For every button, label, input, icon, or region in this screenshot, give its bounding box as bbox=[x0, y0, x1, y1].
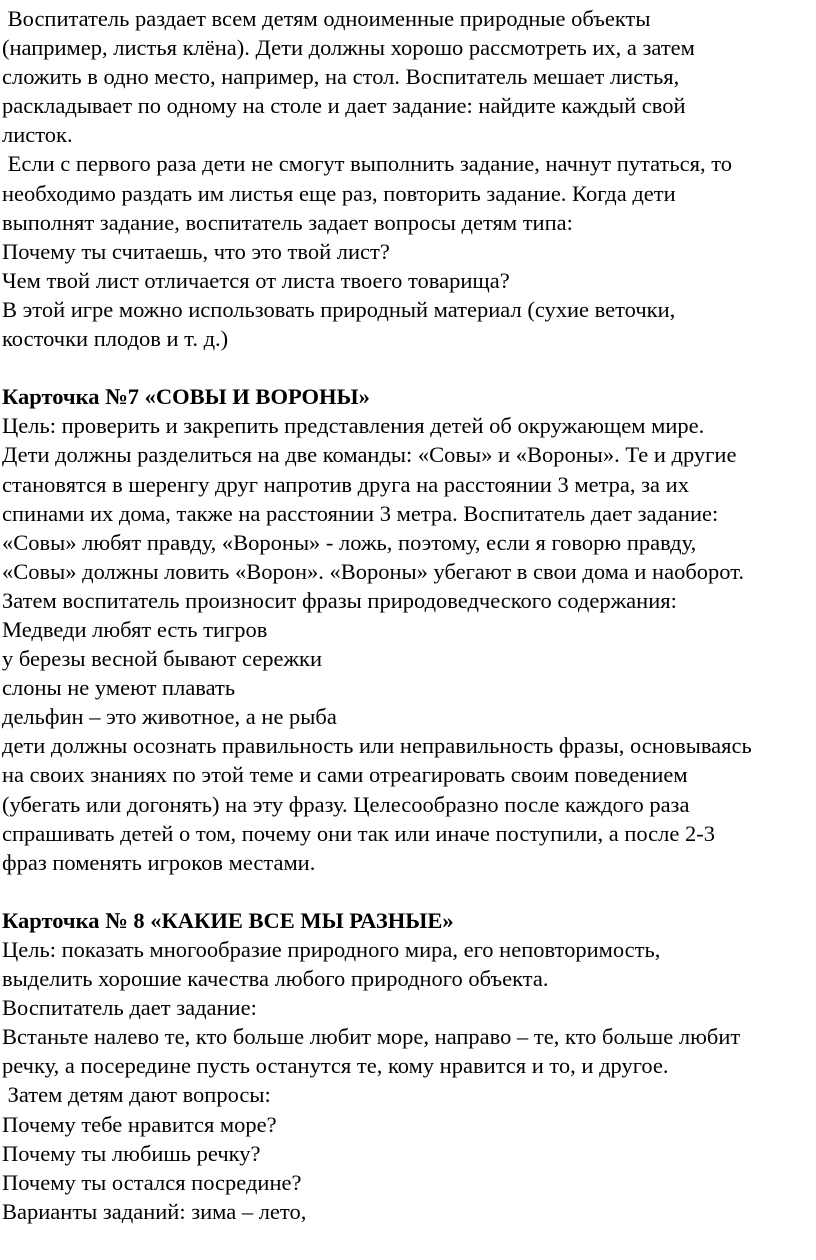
text-line: Воспитатель дает задание: bbox=[2, 995, 257, 1021]
card-8-section bbox=[0, 906, 816, 1226]
text-line: Почему тебе нравится море? bbox=[2, 1111, 277, 1137]
text-line: речку, а посередине пусть останутся те, кому нравится и то, и другое. bbox=[2, 1053, 669, 1079]
text-line: (убегать или догонять) на эту фразу. Целесообразно после каждого раза bbox=[2, 791, 690, 817]
text-line: Цель: проверить и закрепить представления детей об окружающем мире. bbox=[2, 413, 705, 439]
text-line: становятся в шеренгу друг напротив друга на расстоянии 3 метра, за их bbox=[2, 471, 689, 497]
text-line: Затем детям дают вопросы: bbox=[2, 1082, 271, 1108]
text-line: дельфин – это животное, а не рыба bbox=[2, 704, 337, 730]
text-line: «Совы» должны ловить «Ворон». «Вороны» убегают в свои дома и наоборот. bbox=[2, 558, 745, 584]
text-line: сложить в одно место, например, на стол. Воспитатель мешает листья, bbox=[2, 64, 680, 90]
text-line: Медведи любят есть тигров bbox=[2, 616, 268, 642]
text-line: «Совы» любят правду, «Вороны» - ложь, поэтому, если я говорю правду, bbox=[2, 529, 697, 555]
text-line: необходимо раздать им листья еще раз, повторить задание. Когда дети bbox=[2, 180, 676, 206]
text-line: Если с первого раза дети не смогут выполнить задание, начнут путаться, то bbox=[2, 151, 732, 177]
text-line: слоны не умеют плавать bbox=[2, 675, 236, 701]
text-line: Почему ты любишь речку? bbox=[2, 1140, 261, 1166]
text-line: Почему ты остался посредине? bbox=[2, 1169, 302, 1195]
text-line: Встаньте налево те, кто больше любит море, направо – те, кто больше любит bbox=[2, 1024, 741, 1050]
text-line: Почему ты считаешь, что это твой лист? bbox=[2, 238, 390, 264]
text-line: листок. bbox=[2, 122, 73, 148]
text-line: Затем воспитатель произносит фразы природоведческого содержания: bbox=[2, 587, 677, 613]
text-line: В этой игре можно использовать природный материал (сухие веточки, bbox=[2, 296, 676, 322]
text-line: раскладывает по одному на столе и дает задание: найдите каждый свой bbox=[2, 93, 686, 119]
card-7-title: Карточка №7 «СОВЫ И ВОРОНЫ» bbox=[2, 384, 370, 410]
text-line: косточки плодов и т. д.) bbox=[2, 326, 229, 352]
document-page bbox=[0, 4, 816, 1226]
text-line: спрашивать детей о том, почему они так или иначе поступили, а после 2-3 bbox=[2, 820, 715, 846]
text-line: Дети должны разделиться на две команды: «Совы» и «Вороны». Те и другие bbox=[2, 442, 737, 468]
text-line: Варианты заданий: зима – лето, bbox=[2, 1198, 307, 1224]
text-line: спинами их дома, также на расстоянии 3 метра. Воспитатель дает задание: bbox=[2, 500, 719, 526]
card-7-section bbox=[0, 382, 816, 877]
text-line: на своих знаниях по этой теме и сами отреагировать своим поведением bbox=[2, 762, 688, 788]
text-line: дети должны осознать правильность или неправильность фразы, основываясь bbox=[2, 733, 752, 759]
text-line: Чем твой лист отличается от листа твоего товарища? bbox=[2, 267, 510, 293]
text-line: у березы весной бывают сережки bbox=[2, 646, 322, 672]
text-line: выделить хорошие качества любого природного объекта. bbox=[2, 966, 549, 992]
text-line: выполнят задание, воспитатель задает вопросы детям типа: bbox=[2, 209, 573, 235]
card-8-title: Карточка № 8 «КАКИЕ ВСЕ МЫ РАЗНЫЕ» bbox=[2, 907, 454, 933]
intro-section bbox=[0, 4, 816, 353]
text-line: Цель: показать многообразие природного мира, его неповторимость, bbox=[2, 937, 661, 962]
text-line: фраз поменять игроков местами. bbox=[2, 849, 316, 875]
text-line: (например, листья клёна). Дети должны хорошо рассмотреть их, а затем bbox=[2, 35, 695, 61]
text-line: Воспитатель раздает всем детям одноименные природные объекты bbox=[2, 6, 651, 31]
